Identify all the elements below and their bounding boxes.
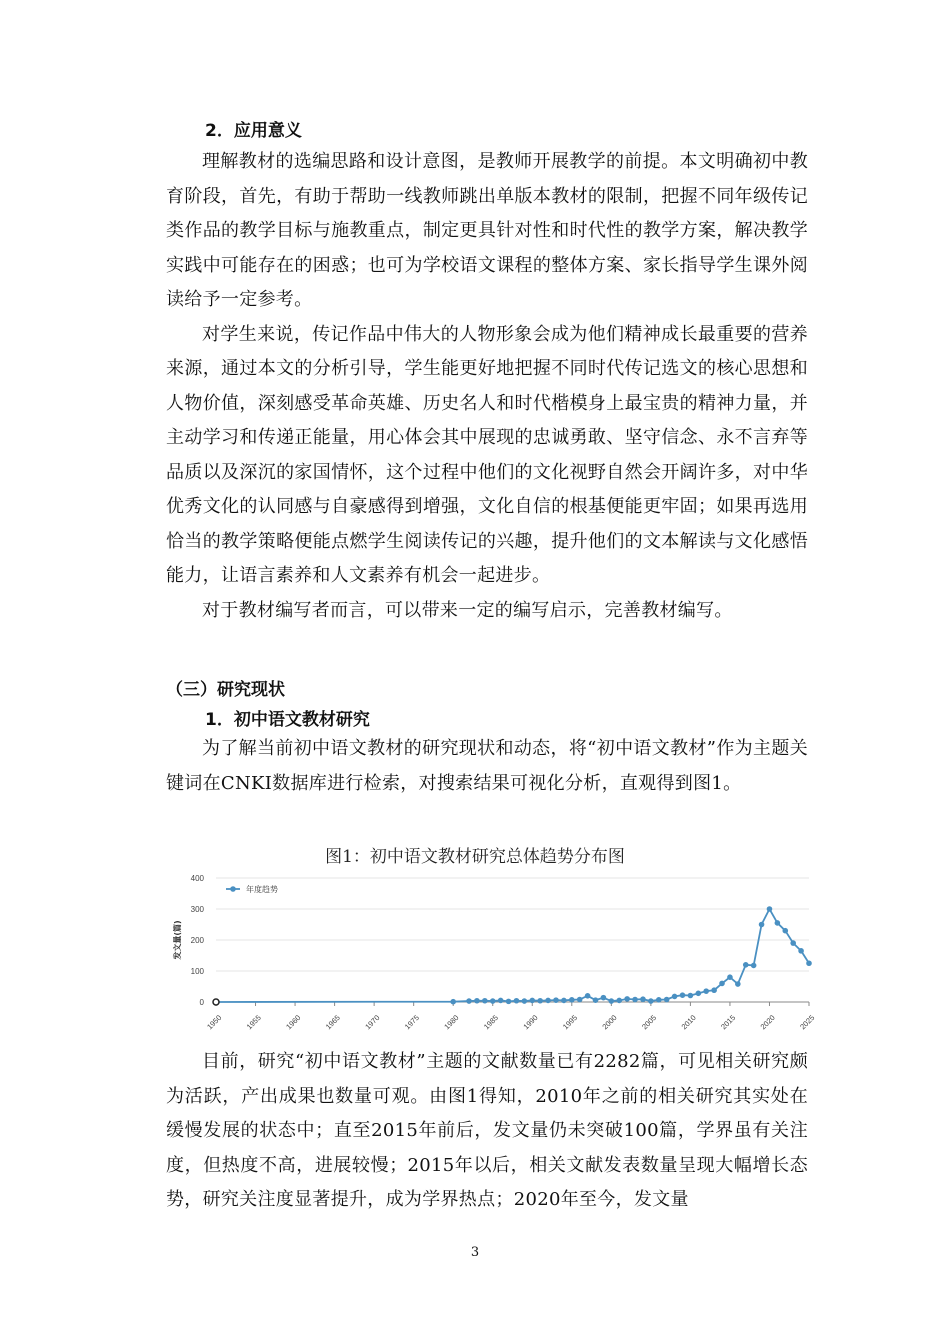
heading-application-significance: 2．应用意义 <box>205 121 302 141</box>
data-point <box>806 960 812 966</box>
legend-label: 年度趋势 <box>246 885 278 894</box>
x-tick-label: 2020 <box>758 1013 777 1032</box>
data-point <box>450 999 456 1005</box>
x-tick-label: 1960 <box>284 1013 303 1032</box>
heading-research-status: （三）研究现状 <box>166 680 285 700</box>
data-point <box>775 920 781 926</box>
data-point <box>735 981 741 987</box>
data-point <box>616 998 622 1004</box>
data-point <box>680 992 686 998</box>
figure-title: 图1：初中语文教材研究总体趋势分布图 <box>325 847 625 867</box>
data-point <box>506 999 512 1005</box>
y-axis-label: 发文量(篇) <box>173 920 182 960</box>
data-point <box>672 994 678 1000</box>
data-point <box>751 963 757 969</box>
data-point <box>664 997 670 1003</box>
data-point <box>537 998 543 1004</box>
data-point <box>213 999 219 1005</box>
chart-legend <box>226 884 278 894</box>
data-point <box>561 998 567 1004</box>
chart-series <box>213 906 812 1005</box>
data-point <box>798 948 804 954</box>
data-point <box>719 981 725 987</box>
data-point <box>529 998 535 1004</box>
x-tick-label: 2010 <box>679 1013 698 1032</box>
paragraph-research-intro: 为了解当前初中语文教材的研究现状和动态，将“初中语文教材”作为主题关键词在CNKI数据库进行检索，对搜索结果可视化分析，直观得到图1。 <box>166 738 808 794</box>
x-tick-label: 1955 <box>244 1013 263 1032</box>
x-tick-label: 1975 <box>402 1013 421 1032</box>
data-point <box>474 998 480 1004</box>
data-point <box>782 928 788 934</box>
data-point <box>466 998 472 1004</box>
data-point <box>743 962 749 968</box>
x-tick-label: 2025 <box>798 1013 816 1032</box>
data-point <box>545 998 551 1004</box>
x-tick-label: 2015 <box>719 1013 738 1032</box>
research-intro-block <box>166 732 808 801</box>
research-findings-block <box>166 1045 808 1218</box>
paragraph-editor-significance: 对于教材编写者而言，可以带来一定的编写启示，完善教材编写。 <box>202 599 733 621</box>
chart-axes <box>172 874 816 1031</box>
data-point <box>569 997 575 1003</box>
data-point <box>767 906 773 912</box>
data-point <box>696 991 702 997</box>
y-tick-label: 100 <box>190 967 204 976</box>
data-point <box>577 997 583 1003</box>
data-point <box>601 995 607 1001</box>
x-tick-label: 2005 <box>640 1013 659 1032</box>
data-point <box>640 996 646 1002</box>
x-tick-label: 1985 <box>481 1013 501 1032</box>
data-point <box>553 997 559 1003</box>
x-tick-label: 1970 <box>363 1013 382 1032</box>
y-tick-label: 300 <box>190 905 204 914</box>
data-point <box>688 993 694 999</box>
data-point <box>727 974 733 980</box>
legend-marker <box>230 886 236 892</box>
x-tick-label: 1990 <box>521 1013 540 1032</box>
paragraph-teacher-significance: 理解教材的选编思路和设计意图，是教师开展教学的前提。本文明确初中教育阶段，首先，有助于帮助一线教师跳出单版本教材的限制，把握不同年级传记类作品的教学目标与施教重点，制定更具针对性和时代性的教学方案，解决教学实践中可能存在的困惑；也可为学校语文课程的整体方案、家长指导学生课外阅读给予一定参考。 <box>166 151 808 310</box>
data-point <box>656 997 662 1003</box>
x-tick-label: 1995 <box>560 1013 580 1032</box>
data-point <box>609 998 615 1004</box>
data-point <box>632 997 638 1003</box>
data-point <box>648 998 654 1004</box>
page-number: 3 <box>470 1245 480 1260</box>
x-tick-label: 1965 <box>323 1013 342 1032</box>
data-point <box>593 997 599 1003</box>
data-point <box>759 922 765 928</box>
trend-line-chart <box>166 870 816 1038</box>
data-point <box>482 998 488 1004</box>
x-tick-label: 1980 <box>442 1013 461 1032</box>
paragraph-research-findings: 目前，研究“初中语文教材”主题的文献数量已有2282篇，可见相关研究颇为活跃，产出成果也数量可观。由图1得知，2010年之前的相关研究其实处在缓慢发展的状态中；直至2015年前后，发文量仍未突破100篇，学界虽有关注度，但热度不高，进展较慢；2015年以后，相关文献发表数量呈现大幅增长态势，研究关注度显著提升，成为学界热点；2020年至今，发文量 <box>166 1051 808 1210</box>
paragraph-student-significance: 对学生来说，传记作品中伟大的人物形象会成为他们精神成长最重要的营养来源，通过本文的分析引导，学生能更好地把握不同时代传记选文的核心思想和人物价值，深刻感受革命英雄、历史名人和时代楷模身上最宝贵的精神力量，并主动学习和传递正能量，用心体会其中展现的忠诚勇敢、坚守信念、永不言弃等品质以及深沉的家国情怀，这个过程中他们的文化视野自然会开阔许多，对中华优秀文化的认同感与自豪感得到增强，文化自信的根基便能更牢固；如果再选用恰当的教学策略便能点燃学生阅读传记的兴趣，提升他们的文本解读与文化感悟能力，让语言素养和人文素养有机会一起进步。 <box>166 323 808 586</box>
x-tick-label: 1950 <box>205 1013 224 1032</box>
series-line <box>216 909 809 1002</box>
data-point <box>522 998 528 1004</box>
heading-textbook-research: 1．初中语文教材研究 <box>205 710 370 730</box>
y-tick-label: 0 <box>199 998 204 1007</box>
data-point <box>498 998 504 1004</box>
data-point <box>711 987 717 993</box>
x-tick-label: 2000 <box>600 1013 619 1032</box>
data-point <box>624 996 630 1002</box>
y-tick-label: 200 <box>190 936 204 945</box>
y-tick-label: 400 <box>190 874 204 883</box>
data-point <box>585 993 591 999</box>
data-point <box>790 940 796 946</box>
application-paragraphs <box>166 145 808 628</box>
data-point <box>703 988 709 994</box>
data-point <box>514 998 520 1004</box>
data-point <box>490 998 496 1004</box>
